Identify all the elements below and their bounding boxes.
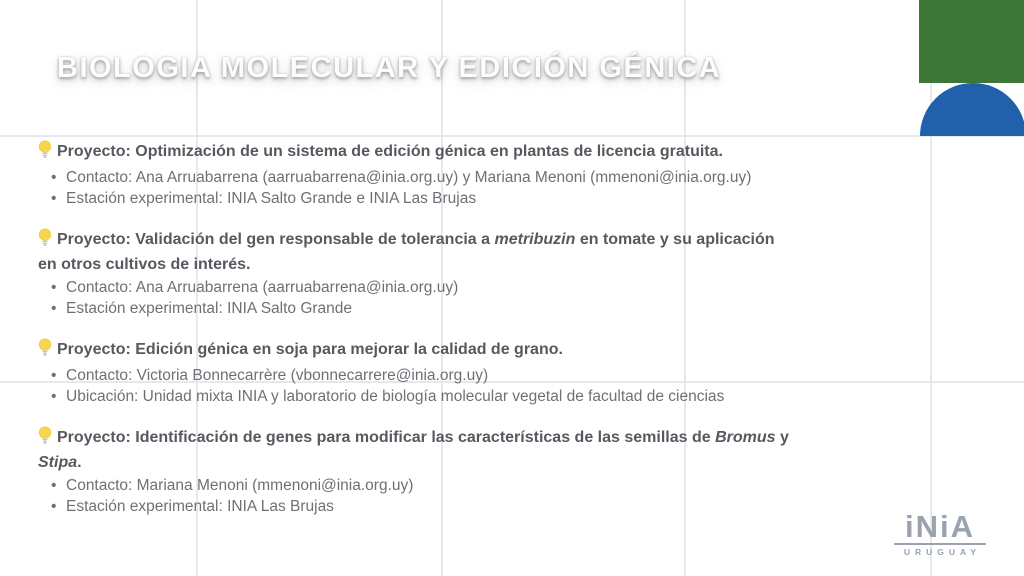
list-item: • Contacto: Victoria Bonnecarrère (vbonnecarrere@inia.org.uy)	[66, 366, 928, 387]
project-title-text: Proyecto: Identificación de genes para modificar las características de las semillas de Bromus y Stipa.	[38, 429, 789, 471]
project-title	[38, 140, 928, 166]
slide-title: BIOLOGIA MOLECULAR Y EDICIÓN GÉNICA	[57, 52, 722, 84]
project-item	[38, 338, 928, 407]
project-title-text: Proyecto: Validación del gen responsable de tolerancia a metribuzin en tomate y su aplicación en otros cultivos de interés.	[38, 231, 775, 273]
project-details	[38, 168, 928, 209]
list-item: • Contacto: Ana Arruabarrena (aarruabarrena@inia.org.uy)	[66, 278, 928, 299]
green-rectangle-decoration	[919, 0, 1024, 83]
project-item	[38, 426, 928, 517]
inia-logo	[892, 509, 988, 557]
inia-logo-text: iNiA	[905, 509, 975, 544]
project-details	[38, 366, 928, 407]
list-item: • Estación experimental: INIA Salto Grande	[66, 299, 928, 320]
lightbulb-icon	[38, 140, 52, 166]
lightbulb-icon	[38, 228, 52, 254]
inia-logo-country: URUGUAY	[903, 547, 982, 557]
project-details	[38, 476, 928, 517]
list-item: • Contacto: Mariana Menoni (mmenoni@inia.org.uy)	[66, 476, 928, 497]
project-title-text: Proyecto: Optimización de un sistema de edición génica en plantas de licencia gratuita.	[57, 143, 723, 160]
project-title	[38, 338, 928, 364]
project-item	[38, 140, 928, 209]
list-item: • Estación experimental: INIA Las Brujas	[66, 497, 928, 518]
project-item	[38, 228, 928, 319]
lightbulb-icon	[38, 426, 52, 452]
lightbulb-icon	[38, 338, 52, 364]
projects-list	[38, 140, 928, 536]
project-title	[38, 228, 928, 276]
project-details	[38, 278, 928, 319]
list-item: • Estación experimental: INIA Salto Grande e INIA Las Brujas	[66, 189, 928, 210]
project-title-text: Proyecto: Edición génica en soja para mejorar la calidad de grano.	[57, 341, 563, 358]
blue-semicircle-decoration	[920, 83, 1024, 136]
list-item: • Contacto: Ana Arruabarrena (aarruabarrena@inia.org.uy) y Mariana Menoni (mmenoni@inia.org.uy)	[66, 168, 928, 189]
grid-line-horizontal	[0, 135, 1024, 137]
grid-line-vertical	[930, 0, 932, 576]
project-title	[38, 426, 928, 474]
list-item: • Ubicación: Unidad mixta INIA y laboratorio de biología molecular vegetal de facultad de ciencias	[66, 387, 928, 408]
